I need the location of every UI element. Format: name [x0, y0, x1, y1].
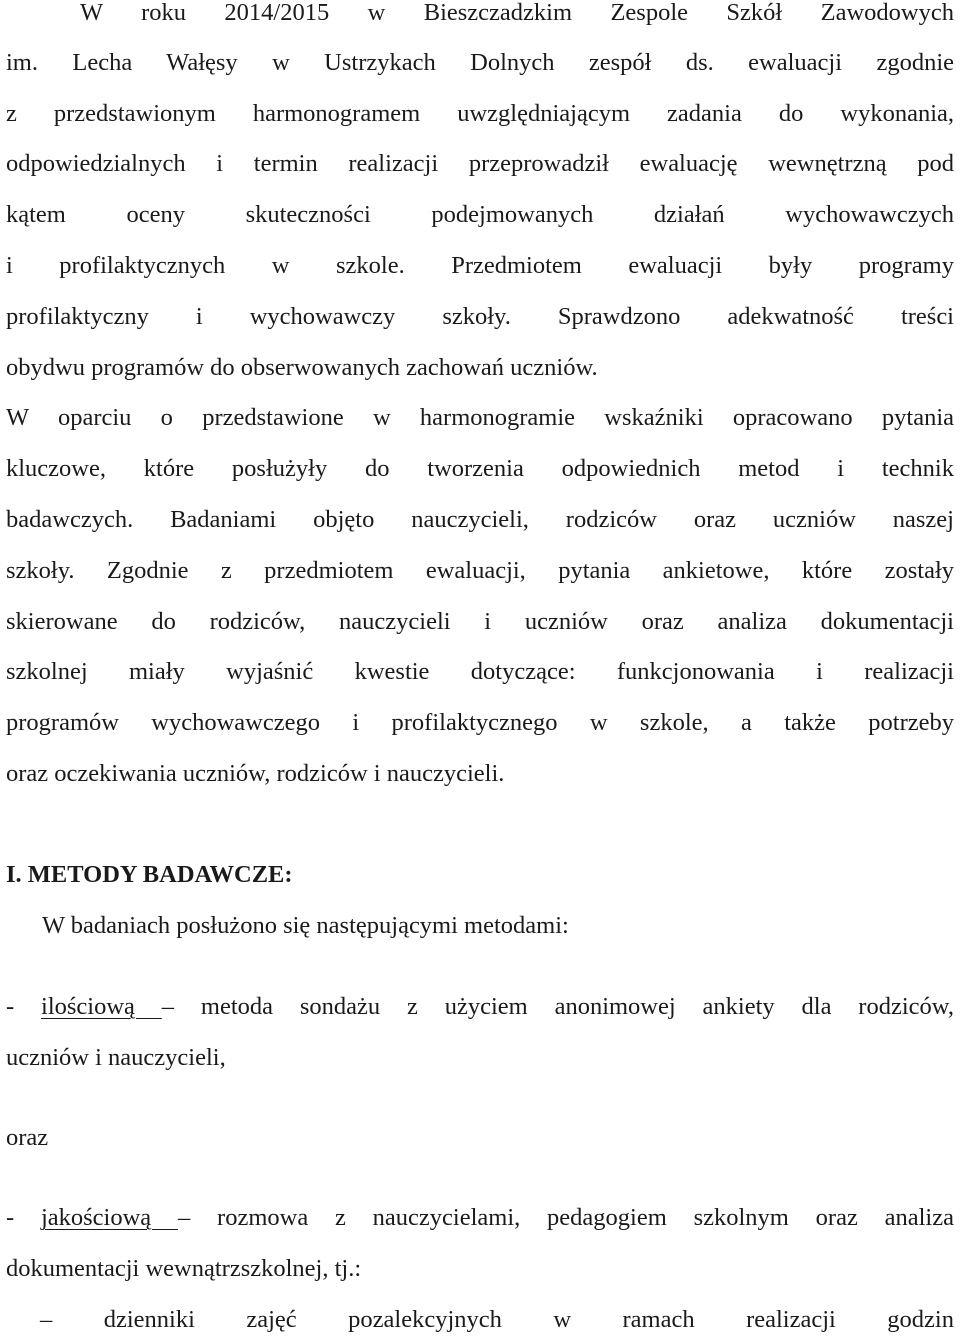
- method-qualitative: [6, 1201, 954, 1235]
- intro-line-6: i profilaktycznych w szkole. Przedmiotem ewaluacji były programy: [6, 252, 954, 279]
- method-dash: -: [6, 993, 42, 1020]
- method-quantitative: [6, 990, 954, 1024]
- section-lead: W badaniach posłużono się następującymi metodami:: [42, 912, 569, 939]
- method-qualitative-cont: dokumentacji wewnątrzszkolnej, tj.:: [6, 1255, 362, 1282]
- method-dash: -: [6, 1204, 41, 1231]
- intro-line-4: odpowiedzialnych i termin realizacji przeprowadził ewaluację wewnętrzną pod: [6, 150, 954, 177]
- method-quantitative-cont: uczniów i nauczycieli,: [6, 1044, 226, 1071]
- method-desc-quantitative: – metoda sondażu z użyciem anonimowej ankiety dla rodziców,: [161, 993, 954, 1020]
- intro-line-1: W roku 2014/2015 w Bieszczadzkim Zespole Szkół Zawodowych: [80, 0, 954, 26]
- connector-text: oraz: [6, 1124, 49, 1151]
- section-heading: I. METODY BADAWCZE:: [6, 861, 293, 888]
- intro-line-7: profilaktyczny i wychowawczy szkoły. Sprawdzono adekwatność treści: [6, 303, 954, 330]
- method-term-qualitative: jakościową: [40, 1204, 178, 1231]
- intro-line-12: szkoły. Zgodnie z przedmiotem ewaluacji, pytania ankietowe, które zostały: [6, 557, 954, 584]
- intro-line-3: z przedstawionym harmonogramem uwzględniającym zadania do wykonania,: [6, 100, 954, 127]
- intro-line-11: badawczych. Badaniami objęto nauczycieli, rodziców oraz uczniów naszej: [6, 506, 954, 533]
- intro-line-9: W oparciu o przedstawione w harmonogramie wskaźniki opracowano pytania: [6, 404, 954, 431]
- intro-line-15: programów wychowawczego i profilaktycznego w szkole, a także potrzeby: [6, 709, 954, 736]
- bullet-item-1: – dzienniki zajęć pozalekcyjnych w ramach realizacji godzin: [40, 1306, 954, 1333]
- method-term-quantitative: ilościową: [41, 993, 162, 1020]
- intro-line-2: im. Lecha Wałęsy w Ustrzykach Dolnych zespół ds. ewaluacji zgodnie: [6, 49, 954, 76]
- intro-line-13: skierowane do rodziców, nauczycieli i uczniów oraz analiza dokumentacji: [6, 608, 954, 635]
- intro-line-5: kątem oceny skuteczności podejmowanych działań wychowawczych: [6, 201, 954, 228]
- method-desc-qualitative: – rozmowa z nauczycielami, pedagogiem szkolnym oraz analiza: [177, 1204, 954, 1231]
- intro-line-14: szkolnej miały wyjaśnić kwestie dotyczące: funkcjonowania i realizacji: [6, 658, 954, 685]
- intro-line-10: kluczowe, które posłużyły do tworzenia odpowiednich metod i technik: [6, 455, 954, 482]
- intro-line-8: obydwu programów do obserwowanych zachowań uczniów.: [6, 354, 598, 381]
- intro-line-16: oraz oczekiwania uczniów, rodziców i nauczycieli.: [6, 760, 505, 787]
